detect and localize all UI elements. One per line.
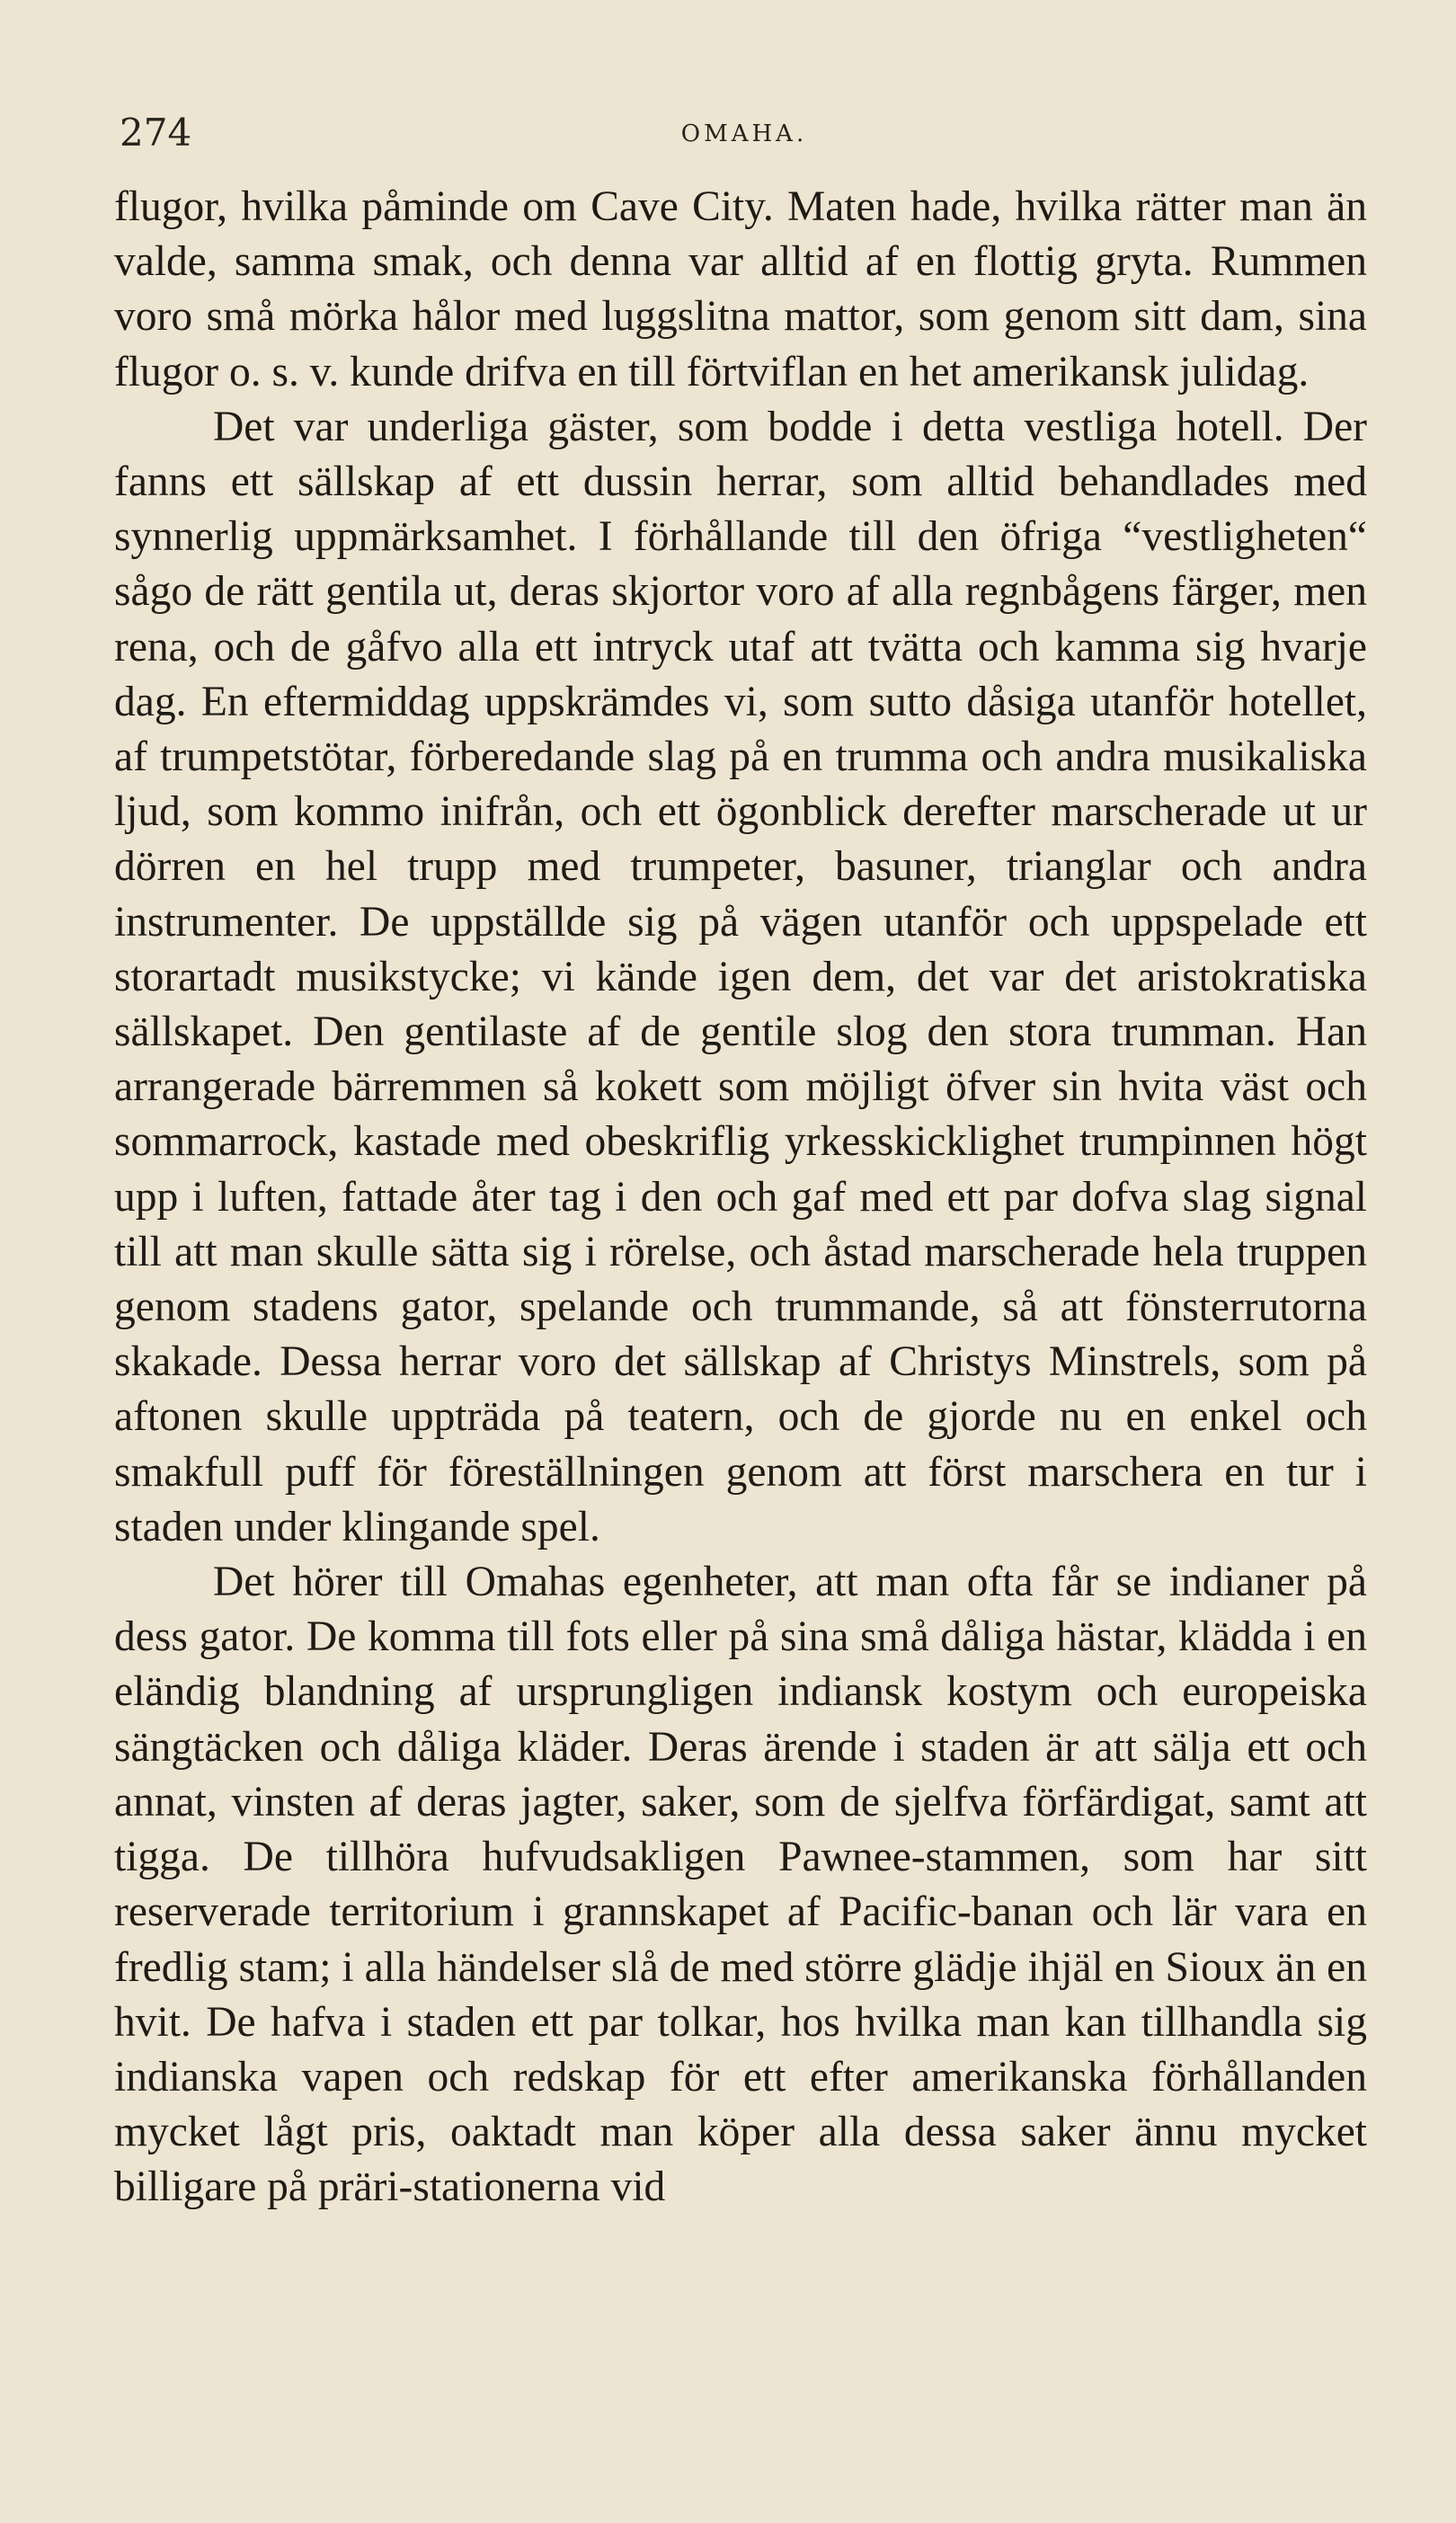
paragraph: flugor, hvilka påminde om Cave City. Maten hade, hvilka rätter man än valde, samma smak, och denna var alltid af en flottig gryta. Rummen voro små mörka hålor med luggslitna mattor, som genom sitt dam, sina flugor o. s. v. kunde drifva en till förtviflan en het amerikansk julidag.: [114, 183, 1367, 395]
paragraph: Det var underliga gäster, som bodde i detta vestliga hotell. Der fanns ett sällskap af ett dussin herrar, som alltid behandlades med synnerlig uppmärksamhet. I förhållande till den öfriga “vestligheten“ sågo de rätt gentila ut, deras skjortor voro af alla regnbågens färger, men rena, och de gåfvo alla ett intryck utaf att tvätta och kamma sig hvarje dag. En eftermiddag uppskrämdes vi, som sutto dåsiga utanför hotellet, af trumpetstötar, förberedande slag på en trumma och andra musikaliska ljud, som kommo inifrån, och ett ögonblick derefter marscherade ut ur dörren en hel trupp med trumpeter, basuner, trianglar och andra instrumenter. De uppställde sig på vägen utanför och uppspelade ett storartadt musikstycke; vi kände igen dem, det var det aristokratiska sällskapet. Den gentilaste af de gentile slog den stora trumman. Han arrangerade bärremmen så kokett som möjligt öfver sin hvita väst och sommarrock, kastade med obeskriflig yrkesskicklighet trumpinnen högt upp i luften, fattade åter tag i den och gaf med ett par dofva slag signal till att man skulle sätta sig i rörelse, och åstad marscherade hela truppen genom stadens gator, spelande och trummande, så att fönsterrutorna skakade. Dessa herrar voro det sällskap af Christys Minstrels, som på aftonen skulle uppträda på teatern, och de gjorde nu en enkel och smakfull puff för föreställningen genom att först marschera en tur i staden under klingande spel.: [114, 403, 1367, 1550]
page-number: 274: [120, 111, 192, 155]
paragraph: Det hörer till Omahas egenheter, att man ofta får se indianer på dess gator. De komma till fots eller på sina små dåliga hästar, klädda i en eländig blandning af ursprungligen indiansk kostym och europeiska sängtäcken och dåliga kläder. Deras ärende i staden är att sälja ett och annat, vinsten af deras jagter, saker, som de sjelfva förfärdigat, samt att tigga. De tillhöra hufvudsakligen Pawnee-stammen, som har sitt reserverade territorium i grannskapet af Pacific-banan och lär vara en fredlig stam; i alla händelser slå de med större glädje ihjäl en Sioux än en hvit. De hafva i staden ett par tolkar, hos hvilka man kan tillhandla sig indianska vapen och redskap för ett efter amerikanska förhållanden mycket lågt pris, oaktadt man köper alla dessa saker ännu mycket billigare på präri-stationerna vid: [114, 1559, 1367, 2211]
body-text: [114, 180, 1367, 2216]
running-head: OMAHA.: [680, 120, 808, 147]
page-header: [120, 106, 1369, 160]
